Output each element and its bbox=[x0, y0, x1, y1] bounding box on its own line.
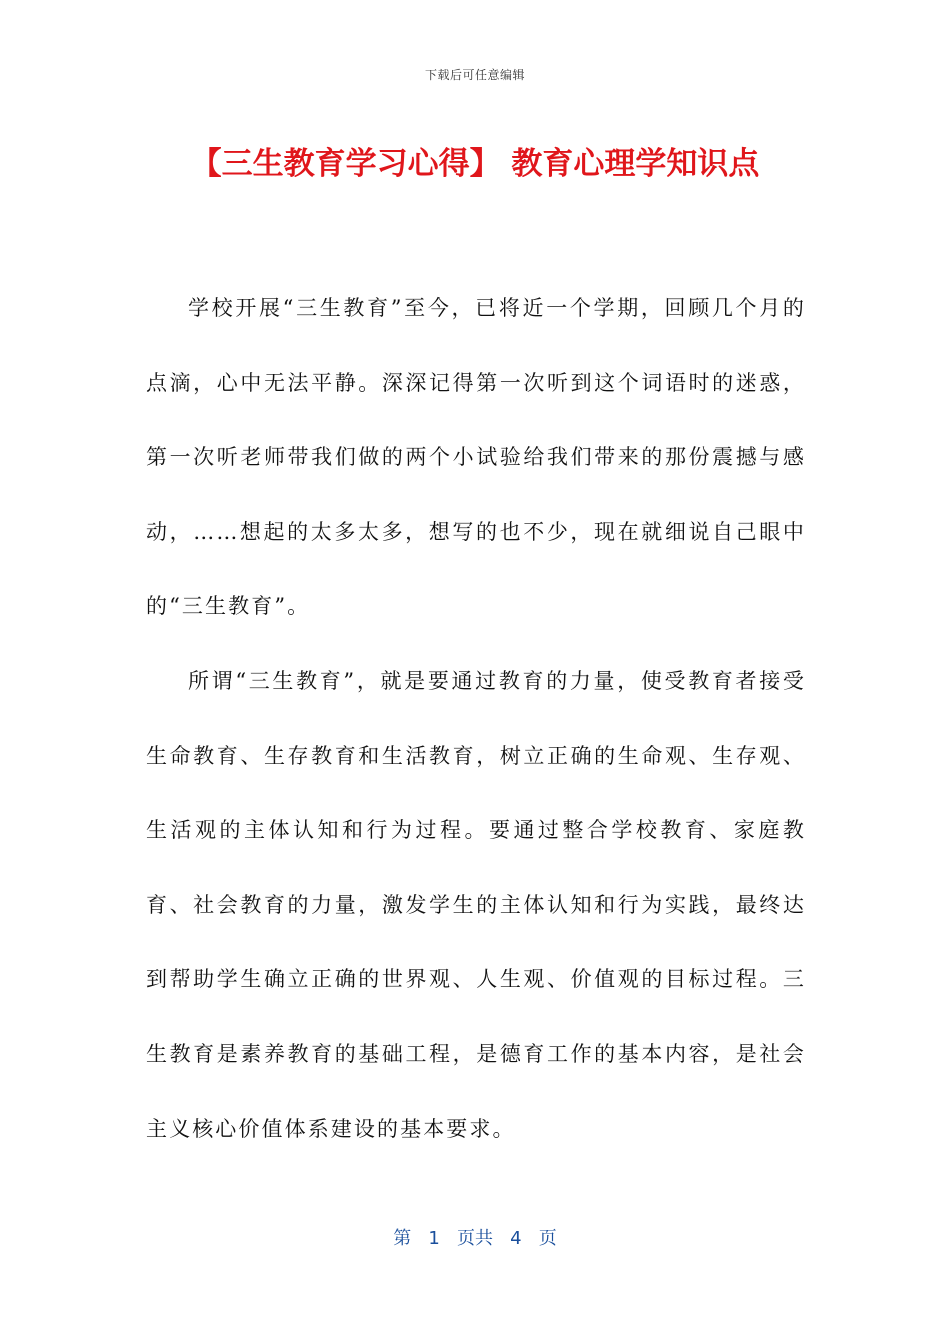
document-title: 【三生教育学习心得】 教育心理学知识点 bbox=[190, 146, 760, 182]
footer-page-number: 1 bbox=[428, 1228, 440, 1249]
footer-total-pages: 4 bbox=[510, 1228, 522, 1249]
header-note: 下载后可任意编辑 bbox=[424, 68, 525, 82]
document-body bbox=[146, 271, 806, 1166]
page-footer bbox=[0, 1224, 950, 1250]
footer-page-suffix: 页 bbox=[538, 1228, 557, 1249]
footer-page-prefix: 第 bbox=[393, 1228, 412, 1249]
paragraph-2: 所谓“三生教育”，就是要通过教育的力量，使受教育者接受生命教育、生存教育和生活教育，树立正确的生命观、生存观、生活观的主体认知和行为过程。要通过整合学校教育、家庭教育、社会教育的力量，激发学生的主体认知和行为实践，最终达到帮助学生确立正确的世界观、人生观、价值观的目标过程。三生教育是素养教育的基础工程，是德育工作的基本内容，是社会主义核心价值体系建设的基本要求。 bbox=[146, 668, 806, 1141]
footer-page-mid: 页共 bbox=[457, 1228, 493, 1249]
paragraph-1: 学校开展“三生教育”至今，已将近一个学期，回顾几个月的点滴，心中无法平静。深深记得第一次听到这个词语时的迷惑，第一次听老师带我们做的两个小试验给我们带来的那份震撼与感动，……想起的太多太多，想写的也不少，现在就细说自己眼中的“三生教育”。 bbox=[146, 296, 806, 619]
